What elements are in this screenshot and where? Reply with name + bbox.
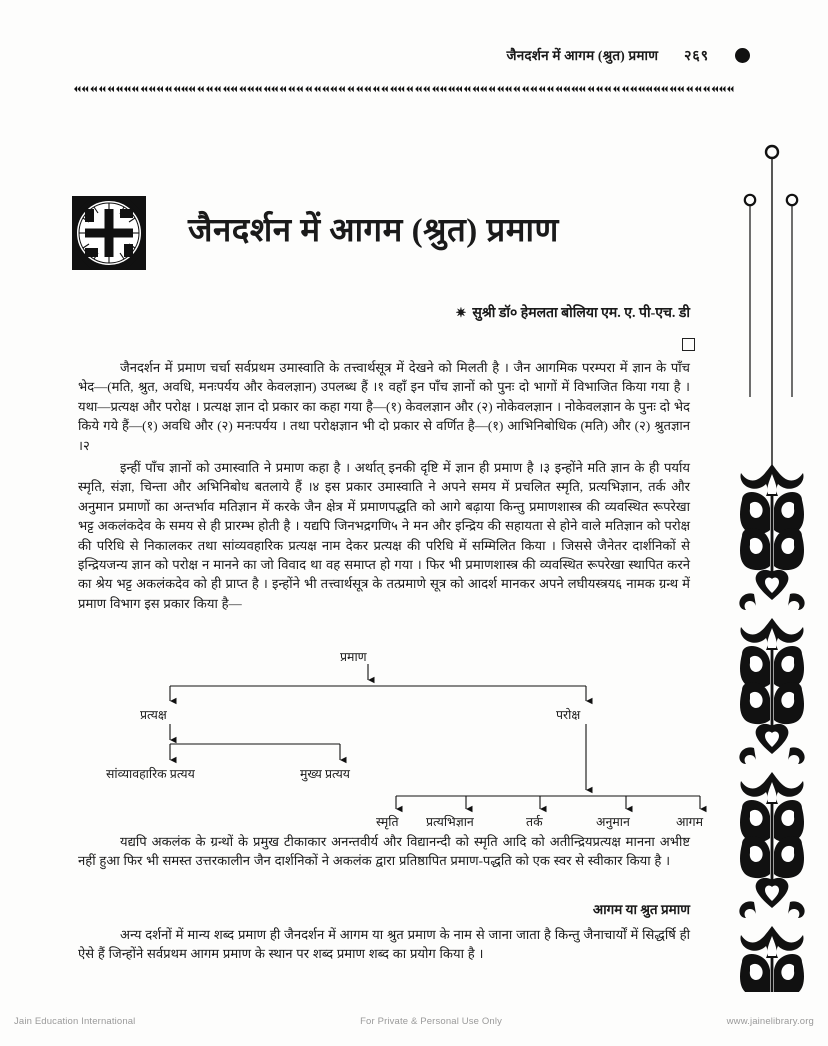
paragraph-3: यद्यपि अकलंक के ग्रन्थों के प्रमुख टीकाकार अनन्तवीर्य और विद्यानन्दी को स्मृति आदि को अतीन्द्रियप्रत्यक्ष मानना अभीष्ट नहीं हुआ फिर भी समस्त उत्तरकालीन जैन दार्शनिकों ने अकलंक द्वारा प्रतिष्ठापित प्रमाण-पद्धति को एक स्वर से स्वीकार किया है ।: [78, 834, 690, 869]
diagram-node-tarka: तर्क: [526, 815, 543, 829]
decorative-rule: [74, 84, 734, 94]
square-outline-icon: [682, 338, 695, 351]
footer-left: Jain Education International: [14, 1016, 136, 1027]
filled-circle-icon: [735, 48, 750, 63]
running-head: [0, 44, 828, 66]
footer-right: www.jainelibrary.org: [726, 1016, 814, 1027]
byline: [455, 303, 690, 322]
star-icon: ✷: [455, 305, 467, 320]
diagram-node-sanvyavaharika: सांव्यावहारिक प्रत्यय: [106, 767, 195, 781]
paragraph-2: इन्हीं पाँच ज्ञानों को उमास्वाति ने प्रमाण कहा है । अर्थात् इनकी दृष्टि में ज्ञान ही प्रमाण है ।३ इन्होंने मति ज्ञान के ही पर्याय स्मृति, संज्ञा, चिन्ता और अभिनिबोध बतलाये हैं ।४ इस प्रकार उमास्वाति ने अपने समय में प्रचलित स्मृति, प्रत्यभिज्ञान, तर्क और अनुमान प्रमाणों का अन्तर्भाव मतिज्ञान में करके जैन क्षेत्र में प्रमाणपद्धति को आगे बढ़ाया किन्तु प्रमाणशास्त्र की व्यवस्थित रूपरेखा भट्ट अकलंकदेव के समय से ही प्रारम्भ होती है । यद्यपि जिनभद्रगणि५ ने मन और इन्द्रिय की सहायता से होने वाले मतिज्ञान को परोक्ष की परिधि से निकालकर तथा सांव्यवहारिक प्रत्यक्ष नाम देकर प्रत्यक्ष की परिधि में सम्मिलित किया । जिससे जैनेतर दार्शनिकों से इन्द्रियजन्य ज्ञान को परोक्ष न मानने का जो विवाद था वह समाप्त हो गया । फिर भी प्रमाणशास्त्र की व्यवस्थित रूपरेखा स्थापित करने का श्रेय भट्ट अकलंकदेव को ही प्राप्त है । इन्होंने भी तत्त्वार्थसूत्र के तत्प्रमाणे सूत्र को आदर्श मानकर अपने लघीयस्त्रय६ नामक ग्रन्थ में प्रमाण विभाग इस प्रकार किया है—: [78, 460, 690, 611]
diagram-node-pratyaksha: प्रत्यक्ष: [140, 708, 167, 722]
ornamental-border: [722, 132, 822, 992]
page-number: २६९: [684, 48, 709, 64]
paragraph-block-2: [78, 458, 690, 615]
diagram-node-paroksha: परोक्ष: [556, 708, 581, 722]
running-head-title: जैनदर्शन में आगम (श्रुत) प्रमाण: [506, 48, 659, 63]
diagram-node-agama: आगम: [676, 815, 704, 829]
paragraph-block-1: [78, 358, 690, 457]
paragraph-block-3: [78, 832, 690, 873]
diagram-node-mukhya: मुख्य प्रत्यय: [300, 767, 350, 781]
jain-swastika-emblem-icon: [72, 196, 146, 270]
pramana-classification-diagram: [78, 648, 718, 830]
page-title: जैनदर्शन में आगम (श्रुत) प्रमाण: [188, 213, 559, 249]
diagram-node-anumana: अनुमान: [596, 815, 630, 829]
footer-center: For Private & Personal Use Only: [360, 1016, 503, 1027]
diagram-node-pratyabhijnana: प्रत्यभिज्ञान: [426, 815, 474, 829]
diagram-node-root: प्रमाण: [340, 650, 367, 664]
author-name: सुश्री डॉ० हेमलता बोलिया एम. ए. पी-एच. डी: [472, 306, 690, 321]
section-heading: आगम या श्रुत प्रमाण: [592, 902, 690, 917]
diagram-node-smriti: स्मृति: [376, 815, 399, 829]
paragraph-block-4: [78, 925, 690, 966]
paragraph-1: जैनदर्शन में प्रमाण चर्चा सर्वप्रथम उमास्वाति के तत्त्वार्थसूत्र में देखने को मिलती है । जैन आगमिक परम्परा में ज्ञान के पाँच भेद—(मति, श्रुत, अवधि, मनःपर्यय और केवलज्ञान) उपलब्ध हैं ।१ वहाँ इन पाँच ज्ञानों को पुनः दो भागों में विभाजित किया गया है । यथा—प्रत्यक्ष और परोक्ष । प्रत्यक्ष ज्ञान दो प्रकार का कहा गया है—(१) केवलज्ञान और (२) नोकेवलज्ञान । नोकेवलज्ञान के पुनः दो भेद किये गये हैं—(१) अवधि और (२) मनःपर्यय । तथा परोक्षज्ञान भी दो प्रकार से वर्णित है—(१) आभिनिबोधिक (मति) और (२) श्रुतज्ञान ।२: [78, 360, 690, 453]
page-footer: [0, 1016, 828, 1027]
paragraph-4: अन्य दर्शनों में मान्य शब्द प्रमाण ही जैनदर्शन में आगम या श्रुत प्रमाण के नाम से जाना जाता है किन्तु जैनाचार्यों में सिद्धर्षि ही ऐसे हैं जिन्होंने सर्वप्रथम आगम प्रमाण के स्थान पर शब्द प्रमाण शब्द का प्रयोग किया है ।: [78, 927, 690, 962]
